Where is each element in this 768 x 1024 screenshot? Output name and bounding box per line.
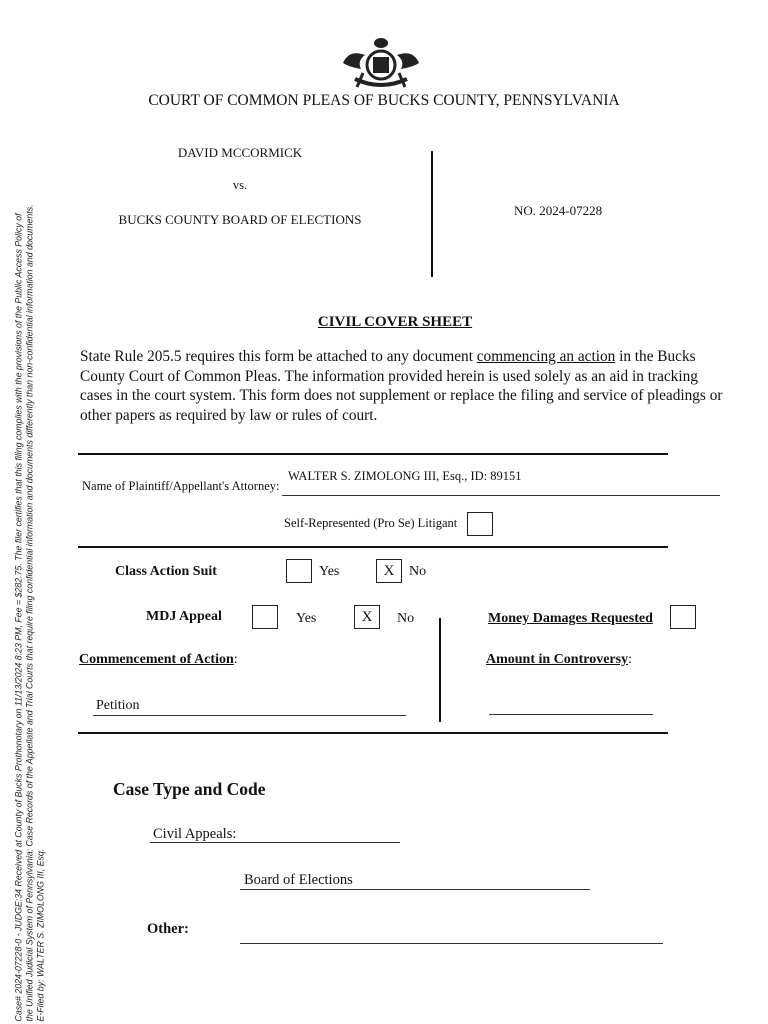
pro-se-checkbox[interactable] xyxy=(467,512,493,536)
amount-underline xyxy=(489,714,653,715)
civil-appeals-value-underline xyxy=(240,889,590,890)
instructions-text-1: State Rule 205.5 requires this form be attached to any document xyxy=(80,348,477,365)
commencement-value: Petition xyxy=(96,698,140,713)
mdj-appeal-label: MDJ Appeal xyxy=(146,609,222,624)
pennsylvania-seal xyxy=(335,33,427,91)
section-divider-top xyxy=(78,453,668,455)
commencement-underline xyxy=(93,715,406,716)
section-divider-bottom xyxy=(78,732,668,734)
instructions-paragraph xyxy=(80,347,730,425)
section-divider-middle xyxy=(78,546,668,548)
amount-suffix: : xyxy=(628,652,632,667)
court-title: COURT OF COMMON PLEAS OF BUCKS COUNTY, PENNSYLVANIA xyxy=(148,92,620,109)
money-damages-label: Money Damages Requested xyxy=(488,611,653,626)
civil-appeals-value: Board of Elections xyxy=(244,872,353,888)
defendant-name: BUCKS COUNTY BOARD OF ELECTIONS xyxy=(118,212,362,227)
money-damages-checkbox[interactable] xyxy=(670,605,696,629)
other-underline xyxy=(240,943,663,944)
attorney-value: WALTER S. ZIMOLONG III, Esq., ID: 89151 xyxy=(288,469,522,483)
case-number: NO. 2024-07228 xyxy=(514,203,603,218)
pro-se-label: Self-Represented (Pro Se) Litigant xyxy=(284,516,458,530)
amount-label: Amount in Controversy xyxy=(486,652,629,667)
commencement-suffix: : xyxy=(233,652,238,667)
instructions-text-2: in the Bucks County Court of Common Pleas. The information provided herein is used solely as an aid in tracking cases in the court system. This form does not supplement or replace the filing and service of pleadings or other papers as required by law or rules of court. xyxy=(80,348,723,424)
class-action-no-checkbox[interactable]: X xyxy=(376,559,402,583)
mdj-appeal-no-label: No xyxy=(397,611,415,626)
mdj-appeal-yes-label: Yes xyxy=(296,611,317,626)
plaintiff-name: DAVID MCCORMICK xyxy=(177,145,303,160)
case-type-heading: Case Type and Code xyxy=(113,779,266,799)
section-vertical-divider xyxy=(439,618,441,722)
commencement-label-group xyxy=(79,652,238,668)
class-action-no-label: No xyxy=(409,564,427,579)
class-action-yes-checkbox[interactable] xyxy=(286,559,312,583)
caption-divider xyxy=(431,151,433,277)
civil-appeals-underline xyxy=(150,842,400,843)
class-action-yes-label: Yes xyxy=(319,564,340,579)
mdj-appeal-no-checkbox[interactable]: X xyxy=(354,605,380,629)
commencement-label: Commencement of Action xyxy=(79,652,234,667)
class-action-label: Class Action Suit xyxy=(115,564,217,579)
civil-appeals-label: Civil Appeals: xyxy=(153,826,237,842)
efiling-sidebar xyxy=(14,22,47,1022)
sidebar-line-1: Case# 2024-07228-0 - JUDGE:34 Received at County of Bucks Prothonotary on 11/13/2024 8:23 PM, Fee = $282.75. The filer certifies that this filing complies with the provisions of the Public Access Policy of xyxy=(13,213,24,1022)
sidebar-line-2: the Unified Judicial System of Pennsylvania: Case Records of the Appellate and Trial Courts that require filing confidential information and documents differently than non-confidential information and documents. xyxy=(24,204,35,1022)
other-label: Other: xyxy=(147,921,189,937)
versus-label: vs. xyxy=(232,178,248,192)
amount-label-group xyxy=(486,652,632,668)
commencing-action-text: commencing an action xyxy=(476,348,616,365)
sidebar-line-3: E-Filed by: WALTER S. ZIMOLONG III, Esq. xyxy=(35,848,46,1022)
mdj-appeal-yes-checkbox[interactable] xyxy=(252,605,278,629)
form-title: CIVIL COVER SHEET xyxy=(317,314,473,330)
attorney-label: Name of Plaintiff/Appellant's Attorney: xyxy=(82,479,280,493)
attorney-underline xyxy=(282,495,720,496)
